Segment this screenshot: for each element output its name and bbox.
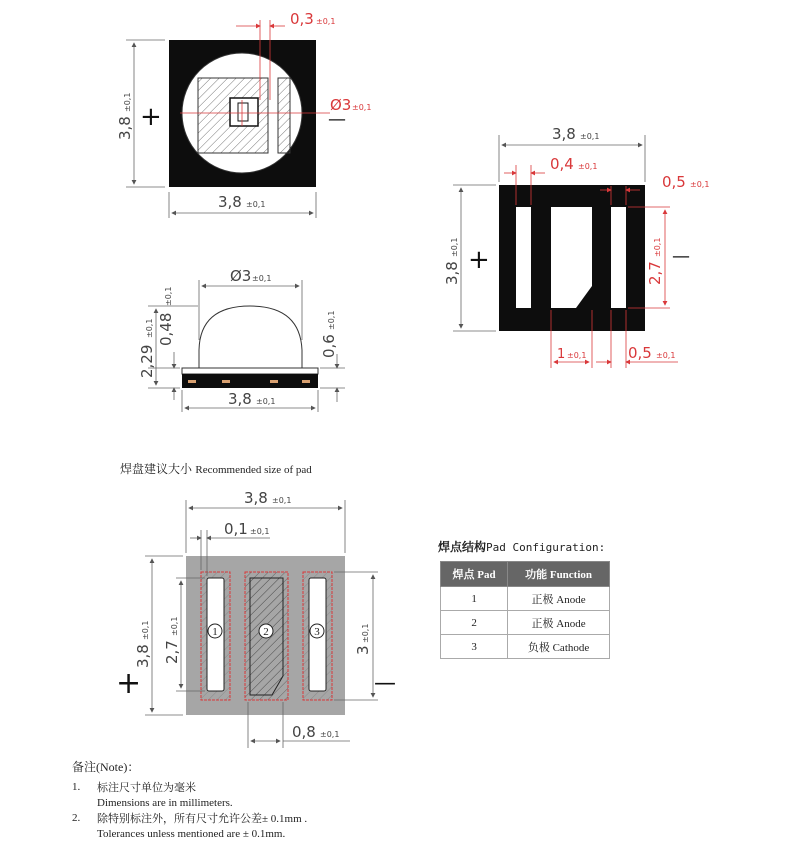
side-view-body — [182, 374, 318, 388]
pad-config-table — [440, 561, 610, 659]
note-text-cn: 标注尺寸单位为毫米 — [97, 782, 196, 794]
side-view-lens-base — [182, 368, 318, 374]
table-row — [441, 611, 610, 635]
top-view-height-label: 3,8 — [116, 116, 134, 140]
table-header-pad: 焊点 Pad — [441, 562, 508, 587]
top-view-lens-diameter-label: Ø3 — [330, 96, 352, 114]
table-header-function: 功能 Function — [508, 562, 610, 587]
tolerance-label: ±0,1 — [450, 237, 459, 257]
bottom-view-pad-center — [551, 207, 592, 308]
tolerance-label: ±0,1 — [361, 623, 370, 643]
top-view-minus-sign: — — [328, 109, 346, 130]
notes-section — [72, 758, 307, 843]
side-view-pad — [270, 380, 278, 383]
tolerance-label: ±0,1 — [145, 318, 154, 338]
pad-config-title — [438, 538, 605, 555]
table-cell-pad: 3 — [441, 635, 508, 659]
tolerance-label: ±0,1 — [256, 397, 276, 406]
pad-layout-plus-sign: + — [116, 666, 142, 701]
tolerance-label: ±0,1 — [656, 351, 676, 360]
notes-heading: 备注(Note)： — [72, 760, 140, 774]
pad-layout-width-label: 3,8 — [244, 489, 268, 507]
tolerance-label: ±0,1 — [316, 17, 336, 26]
pad-layout-minus-sign: — — [374, 671, 396, 696]
pad-section-title-cn: 焊盘建议大小 — [120, 462, 193, 476]
tolerance-label: ±0,1 — [690, 180, 710, 189]
note-item — [72, 812, 307, 842]
side-view-pad — [222, 380, 230, 383]
pad-layout-view — [116, 489, 396, 748]
top-view-width-label: 3,8 — [218, 193, 242, 211]
tolerance-label: ±0,1 — [123, 92, 132, 112]
top-view-plus-sign: + — [140, 102, 162, 132]
note-text-en: Tolerances unless mentioned are ± 0.1mm. — [97, 828, 286, 840]
side-view-total-height-label: 2,29 — [138, 344, 156, 378]
pad-layout-height-label: 3,8 — [134, 644, 152, 668]
pad-layout-bottom-label: 0,8 — [292, 723, 316, 741]
pad-number-2: 2 — [263, 626, 269, 638]
note-text-cn: 除特别标注外，所有尺寸允许公差± 0.1mm . — [97, 813, 308, 825]
table-cell-function: 正极 Anode — [508, 611, 610, 635]
pad-section-title — [120, 460, 312, 477]
tolerance-label: ±0,1 — [580, 132, 600, 141]
note-number: 2. — [72, 812, 81, 824]
bottom-view-center-pad-label: 1 — [557, 347, 566, 362]
top-view-side-pad — [278, 78, 290, 153]
pad-config-title-cn: 焊点结构 — [438, 540, 487, 554]
tolerance-label: ±0,1 — [320, 730, 340, 739]
pad-section-title-en: Recommended size of pad — [195, 464, 312, 476]
side-view-lens-offset-label: 0,6 — [320, 334, 338, 358]
pad-layout-right-length-label: 3 — [354, 645, 372, 655]
side-view-pad — [188, 380, 196, 383]
bottom-view-width-label: 3,8 — [552, 125, 576, 143]
tolerance-label: ±0,1 — [352, 103, 372, 112]
note-number: 1. — [72, 781, 81, 793]
bottom-view — [443, 125, 709, 368]
tolerance-label: ±0,1 — [567, 351, 587, 360]
bottom-view-pad-length-label: 2,7 — [646, 261, 664, 285]
tolerance-label: ±0,1 — [170, 616, 179, 636]
bottom-view-minus-sign: — — [672, 246, 690, 267]
side-view-width-label: 3,8 — [228, 390, 252, 408]
pad-number-1: 1 — [212, 626, 218, 638]
top-view-marker-offset-label: 0,3 — [290, 10, 314, 28]
tolerance-label: ±0,1 — [141, 620, 150, 640]
side-view-pad — [302, 380, 310, 383]
note-text-en: Dimensions are in millimeters. — [97, 797, 233, 809]
table-row — [441, 635, 610, 659]
tolerance-label: ±0,1 — [246, 200, 266, 209]
bottom-view-pad-gap-label: 0,4 — [550, 155, 574, 173]
bottom-view-pad-right — [611, 207, 626, 308]
table-cell-pad: 2 — [441, 611, 508, 635]
tolerance-label: ±0,1 — [272, 496, 292, 505]
tolerance-label: ±0,1 — [250, 527, 270, 536]
pad-layout-pad-length-label: 2,7 — [163, 640, 181, 664]
tolerance-label: ±0,1 — [327, 310, 336, 330]
bottom-view-pad-width-label: 0,5 — [662, 173, 686, 191]
table-header-row — [441, 562, 610, 587]
tolerance-label: ±0,1 — [164, 286, 173, 306]
tolerance-label: ±0,1 — [653, 237, 662, 257]
tolerance-label: ±0,1 — [252, 274, 272, 283]
bottom-view-pad-left — [516, 207, 531, 308]
pad-config-title-en: Pad Configuration: — [486, 541, 606, 554]
side-view-lens-diameter-label: Ø3 — [230, 267, 252, 285]
side-view-lens — [199, 306, 302, 368]
note-item — [72, 781, 307, 811]
tolerance-label: ±0,1 — [578, 162, 598, 171]
bottom-view-plus-sign: + — [468, 245, 490, 275]
side-view — [138, 267, 345, 412]
side-view-base-height-label: 0,48 — [157, 312, 175, 346]
top-view-chip-core — [238, 103, 248, 121]
pad-layout-margin-label: 0,1 — [224, 520, 248, 538]
table-cell-function: 负极 Cathode — [508, 635, 610, 659]
pad-number-3: 3 — [314, 626, 320, 638]
bottom-view-bottom-pad-label: 0,5 — [628, 344, 652, 362]
top-view — [116, 10, 371, 218]
table-cell-pad: 1 — [441, 587, 508, 611]
bottom-view-height-label: 3,8 — [443, 261, 461, 285]
table-cell-function: 正极 Anode — [508, 587, 610, 611]
table-row — [441, 587, 610, 611]
